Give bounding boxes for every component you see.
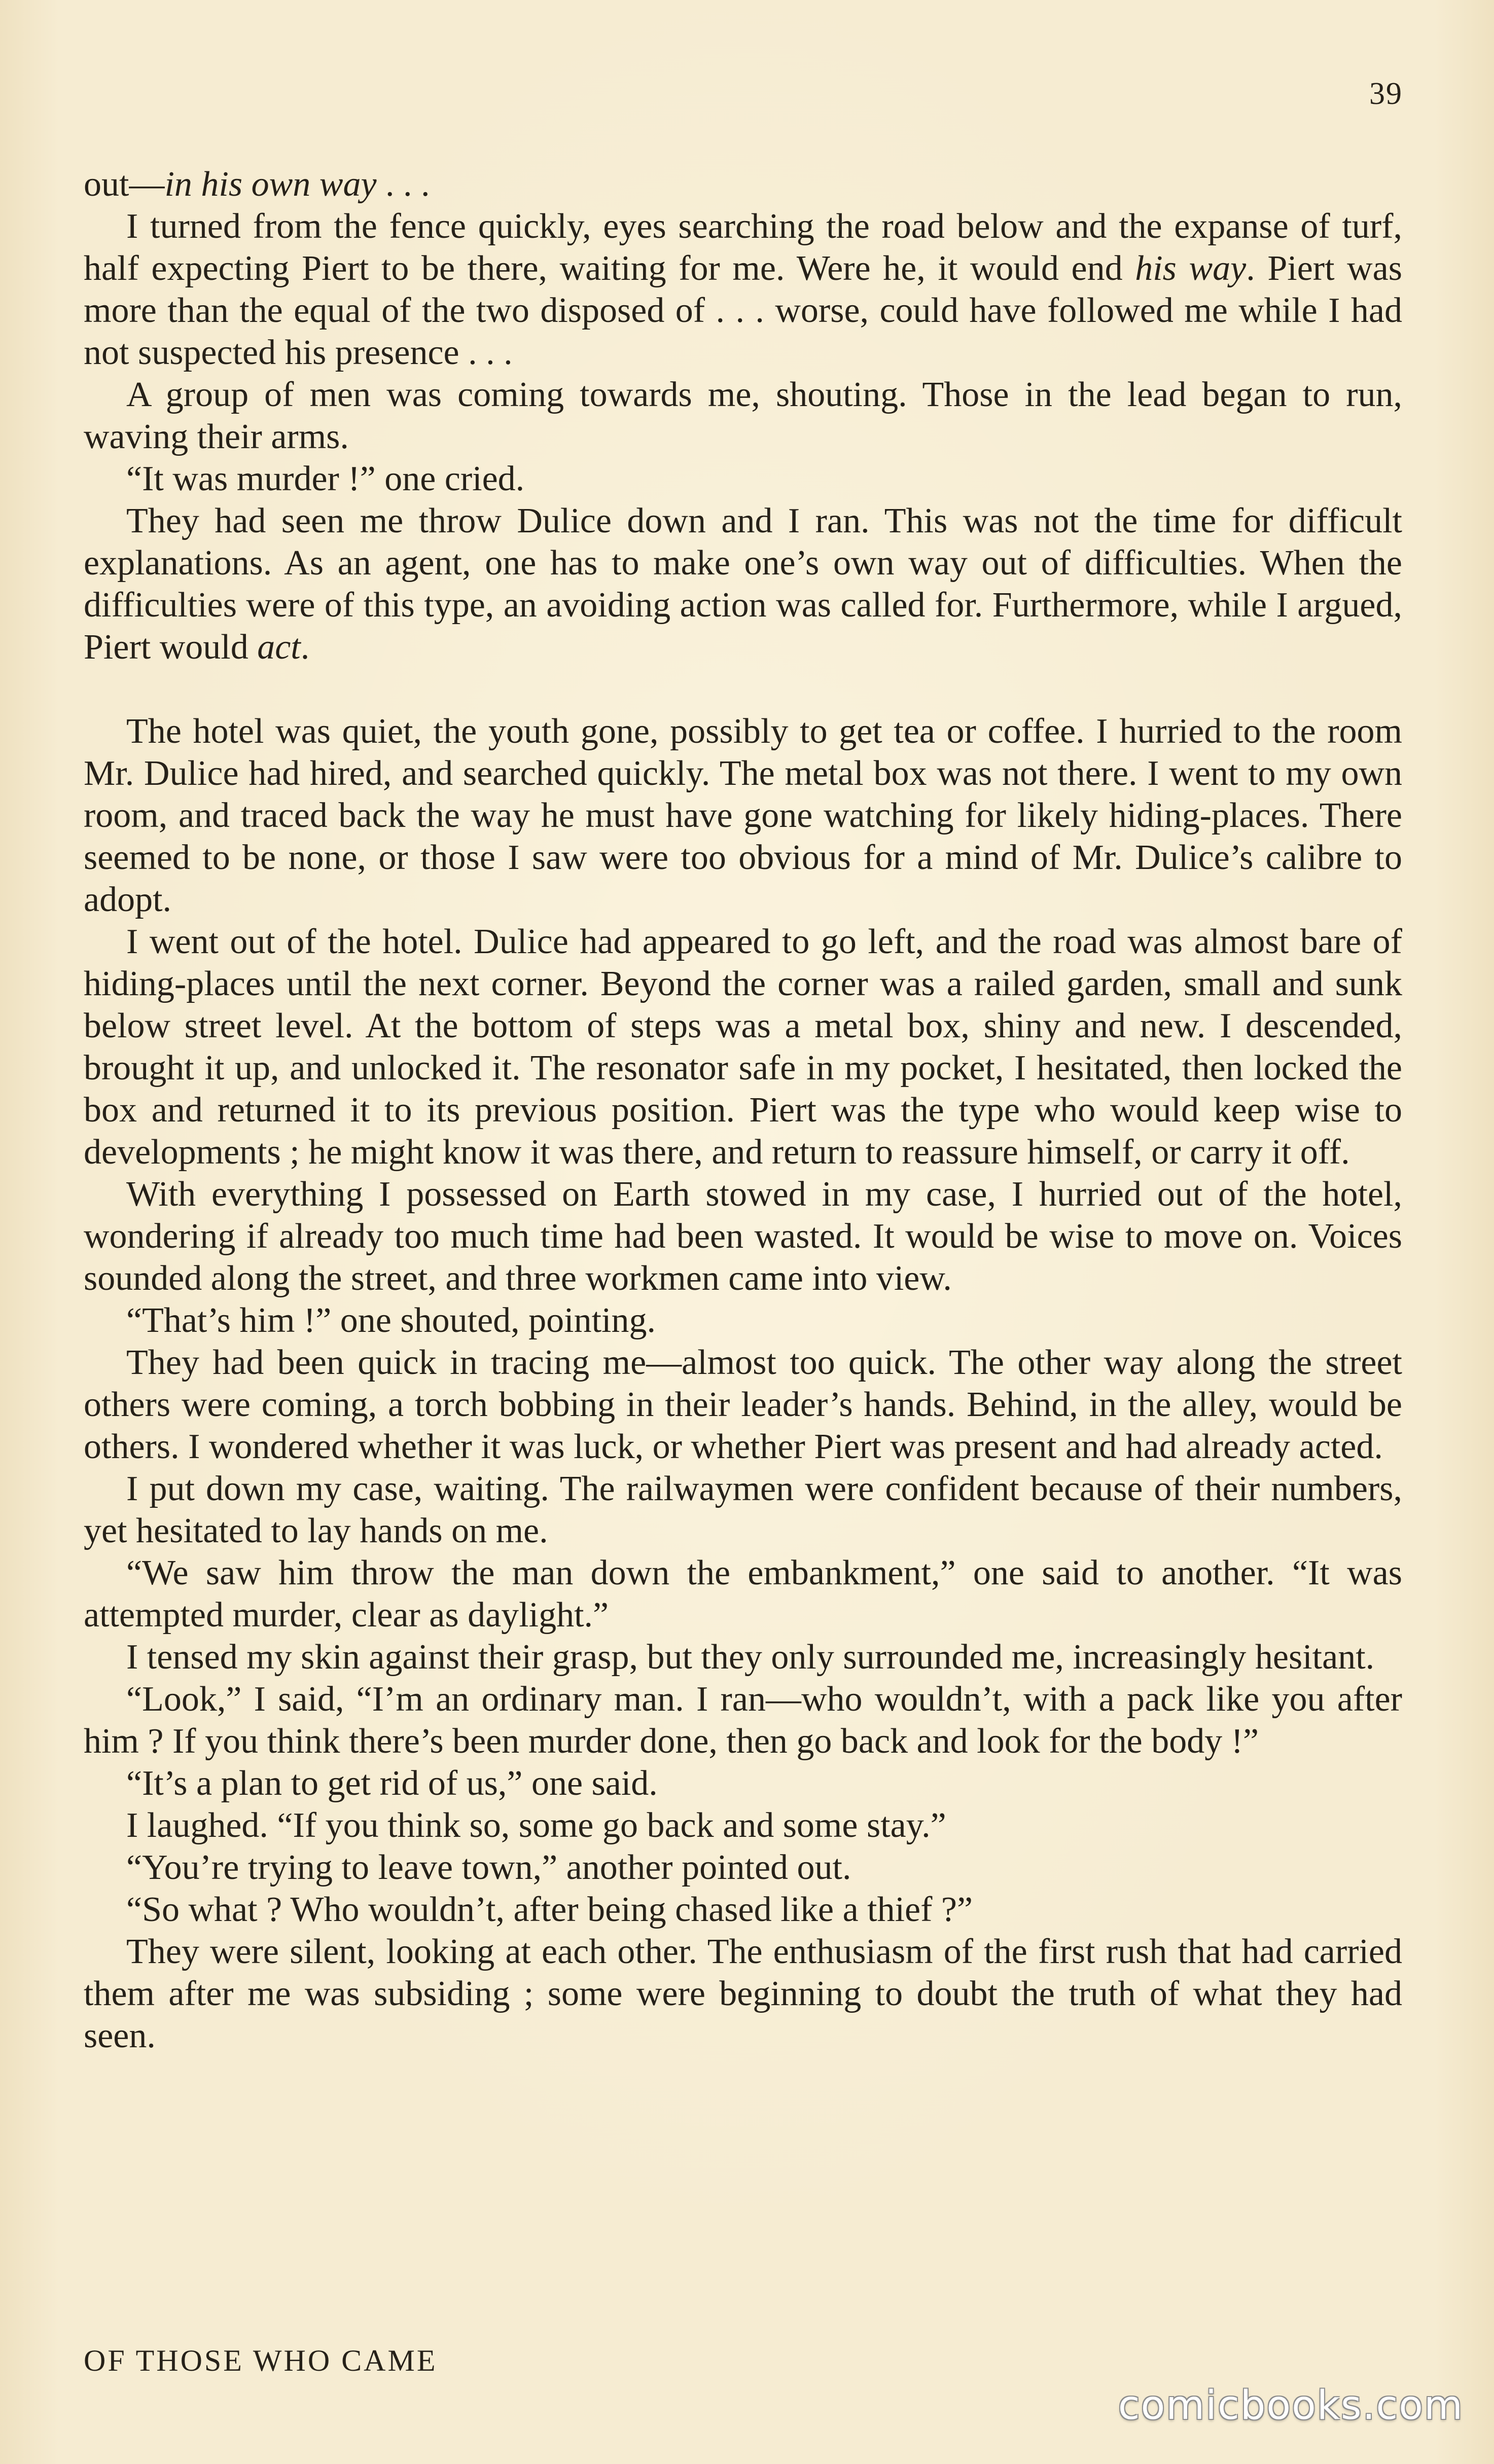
text-segment: “It was murder !” one cried. xyxy=(126,459,525,498)
text-segment: They had been quick in tracing me—almost too quick. The other way along the street others were coming, a torch bobbing in their leader’s hands. Behind, in the alley, would be others. I wondered whether it was luck, or whether Piert was present and had already acted. xyxy=(84,1343,1402,1466)
paragraph-19 xyxy=(84,1931,1402,2057)
paragraph-1 xyxy=(84,163,1402,205)
paragraph-9 xyxy=(84,1299,1402,1342)
text-segment: . xyxy=(300,628,310,667)
paragraph-15 xyxy=(84,1762,1402,1804)
paragraph-6 xyxy=(84,710,1402,921)
text-segment: “It’s a plan to get rid of us,” one said. xyxy=(126,1764,658,1803)
text-segment: out— xyxy=(84,165,165,204)
paragraph-4 xyxy=(84,458,1402,500)
paragraph-14 xyxy=(84,1678,1402,1762)
text-segment: With everything I possessed on Earth stowed in my case, I hurried out of the hotel, wondering if already too much time had been wasted. It would be wise to move on. Voices sounded along the street, and three workmen came into view. xyxy=(84,1175,1402,1298)
text-segment: “Look,” I said, “I’m an ordinary man. I ran—who wouldn’t, with a pack like you after him ? If you think there’s been murder done, then go back and look for the body !” xyxy=(84,1680,1402,1761)
text-segment: “You’re trying to leave town,” another pointed out. xyxy=(126,1848,851,1887)
text-segment: I went out of the hotel. Dulice had appeared to go left, and the road was almost bare of hiding-places until the next corner. Beyond the corner was a railed garden, small and sunk below street level. At the bottom of steps was a metal box, shiny and new. I descended, brought it up, and unlocked it. The resonator safe in my pocket, I hesitated, then locked the box and returned it to its previous position. Piert was the type who would keep wise to developments ; he might know it was there, and return to reassure himself, or carry it off. xyxy=(84,922,1402,1172)
text-segment: I laughed. “If you think so, some go back and some stay.” xyxy=(126,1806,946,1845)
watermark-logo: comicbooks.com xyxy=(1118,2383,1464,2429)
paragraph-10 xyxy=(84,1342,1402,1468)
text-segment: They had seen me throw Dulice down and I ran. This was not the time for difficult explanations. As an agent, one has to make one’s own way out of difficulties. When the difficulties were of this type, an avoiding action was called for. Furthermore, while I argued, Piert would xyxy=(84,501,1402,667)
italic-text: in his own way xyxy=(164,165,377,204)
text-segment: A group of men was coming towards me, shouting. Those in the lead began to run, waving their arms. xyxy=(84,375,1402,456)
text-segment: “We saw him throw the man down the embankment,” one said to another. “It was attempted murder, clear as daylight.” xyxy=(84,1553,1402,1635)
paragraph-13 xyxy=(84,1636,1402,1678)
text-segment: I put down my case, waiting. The railwaymen were confident because of their numbers, yet hesitated to lay hands on me. xyxy=(84,1469,1402,1550)
paragraph-3 xyxy=(84,374,1402,458)
paragraph-5 xyxy=(84,500,1402,668)
paragraph-16 xyxy=(84,1804,1402,1846)
text-segment: They were silent, looking at each other. The enthusiasm of the first rush that had carried them after me was subsiding ; some were beginning to doubt the truth of what they had seen. xyxy=(84,1932,1402,2055)
italic-text: his way xyxy=(1135,249,1247,288)
text-segment: I tensed my skin against their grasp, but they only surrounded me, increasingly hesitant. xyxy=(126,1638,1375,1677)
text-segment: “That’s him !” one shouted, pointing. xyxy=(126,1301,656,1340)
body-text xyxy=(84,163,1402,2057)
paragraph-11 xyxy=(84,1468,1402,1552)
paragraph-8 xyxy=(84,1173,1402,1299)
paragraph-12 xyxy=(84,1552,1402,1636)
text-segment: . Piert was more than the equal of the two disposed of . . . worse, could have followed me while I had not suspected his presence . . . xyxy=(84,249,1402,372)
running-footer: OF THOSE WHO CAME xyxy=(84,2344,438,2377)
paragraph-7 xyxy=(84,921,1402,1173)
italic-text: act xyxy=(257,628,301,667)
text-segment: The hotel was quiet, the youth gone, possibly to get tea or coffee. I hurried to the room Mr. Dulice had hired, and searched quickly. The metal box was not there. I went to my own room, and traced back the way he must have gone watching for likely hiding-places. There seemed to be none, or those I saw were too obvious for a mind of Mr. Dulice’s calibre to adopt. xyxy=(84,712,1402,919)
text-segment: . . . xyxy=(376,165,430,204)
page-number: 39 xyxy=(1369,77,1403,111)
text-segment: I turned from the fence quickly, eyes searching the road below and the expanse of turf, half expecting Piert to be there, waiting for me. Were he, it would end xyxy=(84,207,1402,288)
paragraph-17 xyxy=(84,1846,1402,1889)
text-segment: “So what ? Who wouldn’t, after being chased like a thief ?” xyxy=(126,1890,973,1929)
paragraph-18 xyxy=(84,1889,1402,1931)
paragraph-2 xyxy=(84,205,1402,374)
